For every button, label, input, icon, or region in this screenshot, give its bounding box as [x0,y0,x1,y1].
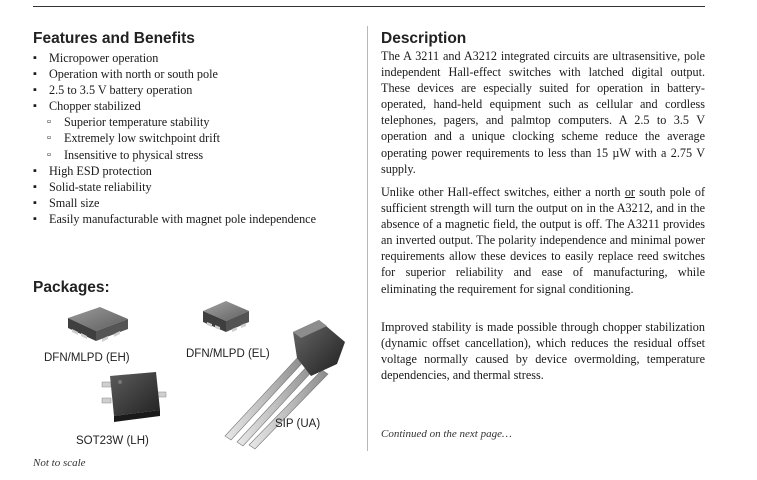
list-item: ▪ Easily manufacturable with magnet pole independence [33,211,358,227]
list-item: ▪ 2.5 to 3.5 V battery operation [33,82,358,98]
list-item: ▪ High ESD protection [33,163,358,179]
description-paragraph-3: Improved stability is made possible through chopper stabilization (dynamic offset cancellation), which reduces the residual offset voltage normally caused by device overmolding, temperature dependencies, and thermal stress. [381,320,705,383]
sub-list-item: ▫ Extremely low switchpoint drift [33,130,358,146]
underlined-word: or [624,185,635,199]
description-heading: Description [381,30,467,47]
sot23w-lh-package-image [100,370,170,426]
sub-list-item: ▫ Insensitive to physical stress [33,147,358,163]
package-label-el: DFN/MLPD (EL) [186,348,270,360]
features-heading: Features and Benefits [33,30,195,47]
sub-list-item: ▫ Superior temperature stability [33,114,358,130]
description-paragraph-2 [381,184,705,297]
package-label-eh: DFN/MLPD (EH) [44,352,130,364]
column-divider [367,26,368,451]
top-rule [33,6,705,7]
package-label-lh: SOT23W (LH) [76,435,149,447]
list-item: ▪ Small size [33,195,358,211]
description-text: Unlike other Hall-effect switches, either a north [381,185,625,199]
list-item: ▪ Micropower operation [33,50,358,66]
sip-ua-package-image [215,318,350,450]
list-item: ▪ Solid-state reliability [33,179,358,195]
description-text: south pole of sufficient strength will turn the output on in the A3212, and in the absence of a magnetic field, the output is off. The A3211 provides an inverted output. The polarity independence and minimal power requirements allow these devices to easily replace reed switches for superior reliability and ease of manufacturing, while eliminating the requirement for signal conditioning. [381,185,706,296]
description-paragraph-1: The A 3211 and A3212 integrated circuits are ultrasensitive, pole independent Hall-effect switches with latched digital output. These devices are especially suited for operation in battery-operated, hand-held equipment such as cellular and cordless telephones, pagers, and palmtop computers. A 2.5 to 3.5 V operation and a unique clocking scheme reduce the average operating power requirements to less than 15 µW with a 2.75 V supply. [381,49,705,176]
continued-note: Continued on the next page… [381,428,512,440]
packages-heading: Packages: [33,279,110,296]
features-list [33,50,358,227]
not-to-scale-note: Not to scale [33,457,86,469]
package-label-ua: SIP (UA) [275,418,321,430]
list-item: ▪ Chopper stabilized [33,98,358,114]
list-item: ▪ Operation with north or south pole [33,66,358,82]
dfn-eh-package-image [62,304,132,350]
